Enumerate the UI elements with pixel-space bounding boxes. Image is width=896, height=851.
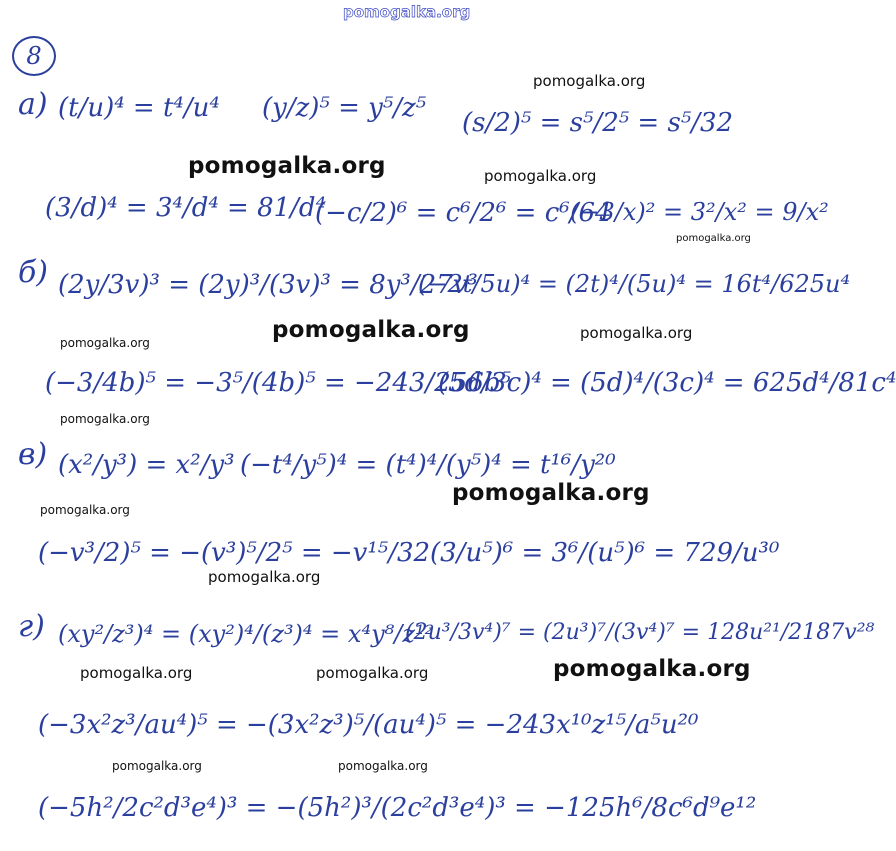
watermark: pomogalka.org <box>208 568 321 586</box>
expression-v-1: (x²/y³) = x²/y³ <box>58 450 235 480</box>
expression-b-3: (−3/4b)⁵ = −3⁵/(4b)⁵ = −243/256b⁵ <box>45 368 511 398</box>
watermark: pomogalka.org <box>676 233 751 244</box>
watermark: pomogalka.org <box>80 664 193 682</box>
watermark: pomogalka.org <box>580 324 693 342</box>
expression-a-4: (3/d)⁴ = 3⁴/d⁴ = 81/d⁴ <box>45 193 326 223</box>
watermark: pomogalka.org <box>533 72 646 90</box>
expression-v-4: (3/u⁵)⁶ = 3⁶/(u⁵)⁶ = 729/u³⁰ <box>430 538 780 568</box>
expression-a-3: (s/2)⁵ = s⁵/2⁵ = s⁵/32 <box>462 108 734 138</box>
expression-g-4: (−5h²/2c²d³e⁴)³ = −(5h²)³/(2c²d³e⁴)³ = −125h⁶/8c⁶d⁹e¹² <box>38 793 757 823</box>
header-watermark: pomogalka.org <box>343 3 471 21</box>
part-label-b: б) <box>18 255 49 290</box>
expression-a-5: (−c/2)⁶ = c⁶/2⁶ = c⁶/64 <box>315 198 612 228</box>
watermark: pomogalka.org <box>588 40 663 51</box>
expression-a-1: (t/u)⁴ = t⁴/u⁴ <box>58 93 220 123</box>
expression-g-2: (2u³/3v⁴)⁷ = (2u³)⁷/(3v⁴)⁷ = 128u²¹/2187v²⁸ <box>405 620 875 645</box>
watermark: pomogalka.org <box>452 480 650 506</box>
watermark: pomogalka.org <box>188 153 386 179</box>
problem-number: 8 <box>26 42 42 70</box>
watermark: pomogalka.org <box>484 167 597 185</box>
part-label-g: г) <box>18 609 45 644</box>
expression-b-1: (2y/3v)³ = (2y)³/(3v)³ = 8y³/27v³ <box>58 270 478 300</box>
watermark: pomogalka.org <box>272 317 470 343</box>
watermark: pomogalka.org <box>60 336 150 350</box>
watermark: pomogalka.org <box>553 656 751 682</box>
expression-a-2: (y/z)⁵ = y⁵/z⁵ <box>262 93 427 123</box>
problem-number-circle <box>12 36 56 76</box>
expression-v-3: (−v³/2)⁵ = −(v³)⁵/2⁵ = −v¹⁵/32 <box>38 538 431 568</box>
watermark: pomogalka.org <box>40 503 130 517</box>
watermark: pomogalka.org <box>338 759 428 773</box>
part-label-a: а) <box>18 87 48 122</box>
expression-b-2: (−2t/5u)⁴ = (2t)⁴/(5u)⁴ = 16t⁴/625u⁴ <box>418 270 851 298</box>
expression-a-6: (−3/x)² = 3²/x² = 9/x² <box>570 198 829 226</box>
expression-g-3: (−3x²z³/au⁴)⁵ = −(3x²z³)⁵/(au⁴)⁵ = −243x¹⁰z¹⁵/a⁵u²⁰ <box>38 710 699 740</box>
expression-b-4: (5d/3c)⁴ = (5d)⁴/(3c)⁴ = 625d⁴/81c⁴ <box>438 368 896 398</box>
watermark: pomogalka.org <box>60 412 150 426</box>
watermark: pomogalka.org <box>112 759 202 773</box>
watermark: pomogalka.org <box>316 664 429 682</box>
expression-g-1: (xy²/z³)⁴ = (xy²)⁴/(z³)⁴ = x⁴y⁸/z¹² <box>58 620 435 648</box>
expression-v-2: (−t⁴/y⁵)⁴ = (t⁴)⁴/(y⁵)⁴ = t¹⁶/y²⁰ <box>240 450 616 480</box>
part-label-v: в) <box>18 437 48 472</box>
